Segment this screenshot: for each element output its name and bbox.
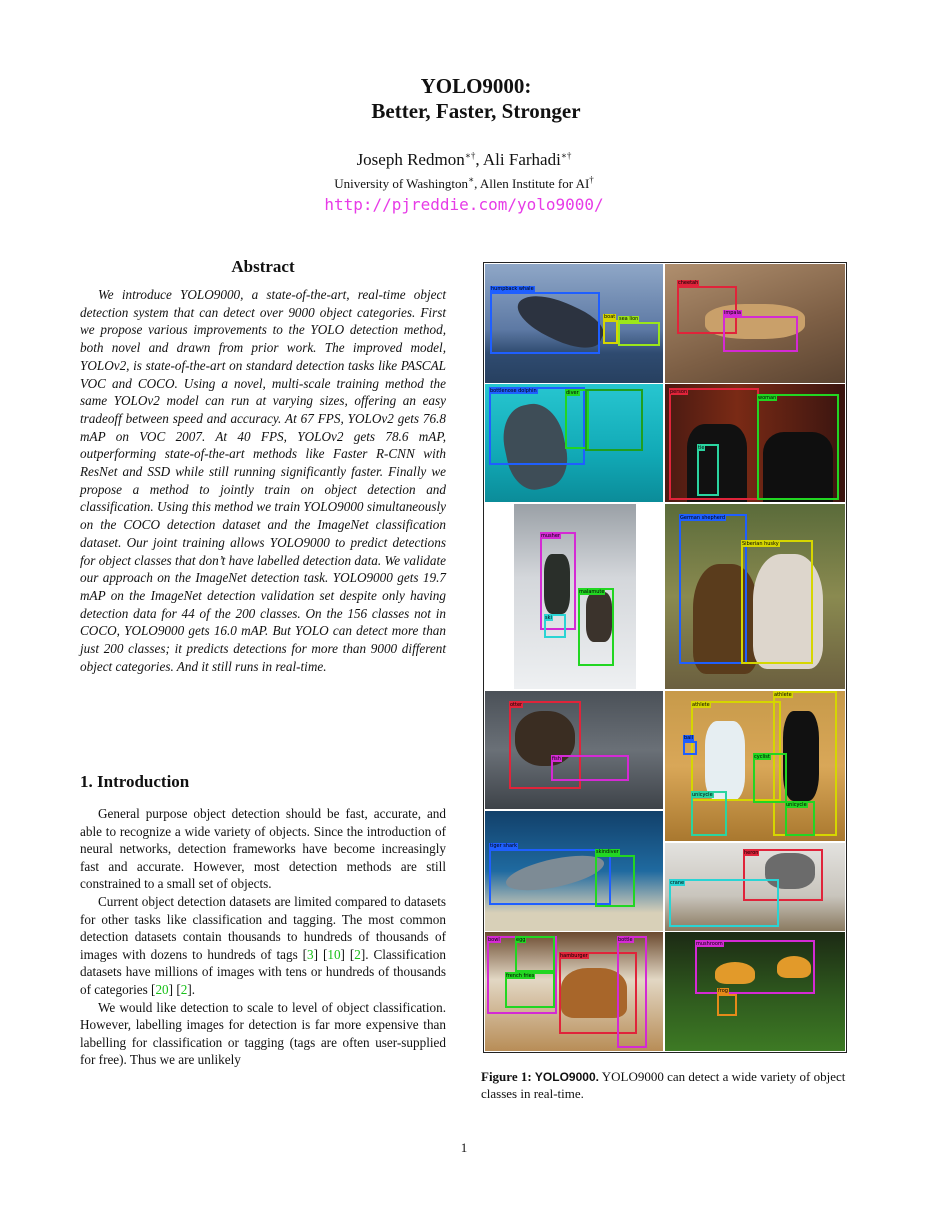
detection-label: humpback whale xyxy=(491,286,534,292)
detection-box xyxy=(691,791,727,836)
caption-bold: YOLO9000. xyxy=(534,1070,599,1084)
figure-caption xyxy=(481,1069,853,1102)
detection-label: sea lion xyxy=(619,316,639,322)
affiliation-1-mark: ∗ xyxy=(467,174,475,185)
citation-link[interactable]: 10 xyxy=(327,946,341,962)
detection-label: German shepherd xyxy=(680,515,726,521)
detection-label: otter xyxy=(510,702,523,708)
detection-box xyxy=(544,614,566,638)
detection-label: athlete xyxy=(774,692,792,698)
affiliations xyxy=(0,176,928,192)
affiliation-1: University of Washington xyxy=(334,176,468,191)
photo-dolphin xyxy=(485,384,663,502)
affiliation-2-mark: † xyxy=(589,174,594,185)
affiliation-2: Allen Institute for AI xyxy=(479,176,590,191)
photo-unicycle xyxy=(665,691,845,841)
citation-link[interactable]: 20 xyxy=(155,981,169,997)
detection-label: malamute xyxy=(579,589,605,595)
detection-label: frog xyxy=(718,988,728,994)
detection-label: crane xyxy=(670,880,685,886)
photo-food xyxy=(485,932,663,1051)
abstract-text: We introduce YOLO9000, a state-of-the-art, real-time object detection system that can detect over 9000 object categories. First we propose various improvements to the YOLO detection method, both novel and drawn from prior work. The improved model, YOLOv2, is state-of-the-art on standard detection tasks like PASCAL VOC and COCO. Using a novel, multi-scale training method the same YOLOv2 model can run at varying sizes, offering an easy tradeoff between speed and accuracy. At 67 FPS, YOLOv2 gets 76.8 mAP on VOC 2007. At 40 FPS, YOLOv2 gets 78.6 mAP, outperforming state-of-the-art methods like Faster R-CNN with ResNet and SSD while still running significantly faster. Finally we propose a method to jointly train on object detection and classification. Using this method we train YOLO9000 simultaneously on the COCO detection dataset and the ImageNet classification dataset. Our joint training allows YOLO9000 to predict detections for object classes that don’t have labelled detection data. We validate our approach on the ImageNet detection task. YOLO9000 gets 19.7 mAP on the ImageNet detection validation set despite only having detection data for 44 of the 200 classes. On the 156 classes not in COCO, YOLO9000 gets 16.0 mAP. But YOLO can detect more than just 200 classes; it predicts detections for more than 9000 different object categories. And it still runs in real-time. xyxy=(80,287,446,674)
author-2-mark: ∗† xyxy=(560,150,572,161)
detection-box xyxy=(505,972,555,1008)
detection-box xyxy=(695,940,815,994)
detection-label: hamburger xyxy=(560,953,588,959)
detection-box xyxy=(603,314,618,344)
detection-label: tie xyxy=(698,445,705,451)
photo-birds xyxy=(665,843,845,931)
intro-paragraph-1: General purpose object detection should be fast, accurate, and able to recognize a wide variety of objects. Since the introduction of neural networks, detection frameworks have become increasingly fast and accurate. However, most detection methods are still constrained to a small set of objects. xyxy=(80,806,446,892)
detection-label: cyclist xyxy=(754,754,770,760)
detection-box xyxy=(757,394,839,500)
detection-box xyxy=(785,801,815,836)
author-2: Ali Farhadi xyxy=(482,150,561,169)
detection-box xyxy=(717,988,737,1016)
photo-whale xyxy=(485,264,663,383)
detection-label: unicycle xyxy=(786,802,807,808)
detection-label: bowl xyxy=(488,937,500,943)
photo-musher xyxy=(514,504,636,689)
author-1-mark: ∗† xyxy=(464,150,476,161)
detection-label: ball xyxy=(684,735,694,741)
intro-p2-text-2: Classification datasets have millions of images with tens or hundreds of thousands of categories xyxy=(80,946,446,997)
detection-label: bottlenose dolphin xyxy=(490,388,537,394)
detection-box xyxy=(741,540,813,664)
detection-label: unicycle xyxy=(692,792,713,798)
detection-label: Siberian husky xyxy=(742,541,779,547)
author-1: Joseph Redmon xyxy=(356,150,465,169)
detection-label: tiger shark xyxy=(490,843,518,849)
title-line-1: YOLO9000: xyxy=(420,74,532,98)
detection-label: ski xyxy=(545,615,552,621)
detection-label: diver xyxy=(566,390,579,396)
photo-couple xyxy=(665,384,845,502)
intro-paragraph-3: We would like detection to scale to level of object classification. However, labelling images for detection is far more expensive than labelling for classification or tagging (tags are often user-supplied for free). Thus we are unlikely xyxy=(80,999,446,1068)
project-url-link[interactable]: http://pjreddie.com/yolo9000/ xyxy=(324,195,604,214)
citation-link[interactable]: 3 xyxy=(307,946,314,962)
caption-text: YOLO9000 can detect a wide variety of object classes in real-time. xyxy=(481,1069,846,1101)
detection-label: boat xyxy=(604,314,616,320)
author-separator: , xyxy=(475,150,483,169)
detection-label: woman xyxy=(758,395,777,401)
detection-label: french fries xyxy=(506,973,535,979)
introduction-heading: 1. Introduction xyxy=(80,772,190,791)
caption-label: Figure 1: xyxy=(481,1069,532,1084)
detection-box xyxy=(578,588,614,666)
detection-box xyxy=(679,514,747,664)
detection-label: skindiver xyxy=(596,849,619,855)
detection-label: bottle xyxy=(618,937,633,943)
detection-box xyxy=(697,444,719,496)
title-line-2: Better, Faster, Stronger xyxy=(371,99,581,123)
detection-box xyxy=(585,389,643,451)
detection-box xyxy=(753,753,787,803)
photo-mushrooms xyxy=(665,932,845,1051)
photo-otter xyxy=(485,691,663,809)
photo-shark xyxy=(485,811,663,931)
abstract-heading: Abstract xyxy=(231,257,295,276)
detection-box xyxy=(489,843,611,905)
detection-box xyxy=(723,310,798,352)
photo-cheetah xyxy=(665,264,845,383)
detection-box xyxy=(551,755,629,781)
detection-box xyxy=(490,286,600,354)
citation-link[interactable]: 2 xyxy=(354,946,361,962)
detection-box xyxy=(618,316,660,346)
introduction-body xyxy=(80,805,446,1069)
citation-link[interactable]: 2 xyxy=(180,981,188,997)
intro-paragraph-2: Current object detection datasets are limited compared to datasets for other tasks like classification and tagging. The most common detection datasets contain thousands to hundreds of thousands of images with dozens to hundreds of tags [3] [10] [2]. Classification datasets have millions of images with tens or hundreds of thousands of categories [20] [2]. xyxy=(80,893,446,997)
detection-label: heron xyxy=(744,850,759,856)
detection-label: person xyxy=(670,389,688,395)
detection-label: fish xyxy=(552,756,561,762)
detection-label: mushroom xyxy=(696,941,723,947)
detection-box xyxy=(683,735,697,755)
detection-label: egg xyxy=(516,937,526,943)
detection-label: musher xyxy=(541,533,560,539)
detection-label: athlete xyxy=(692,702,710,708)
intro-p2-text-1: Current object detection datasets are limited compared to datasets for other tasks like classification and tagging. The most common detection datasets contain thousands to hundreds of thousands of images with dozens to hundreds of tags xyxy=(80,893,446,962)
detection-label: impala xyxy=(724,310,741,316)
paper-title xyxy=(0,74,952,124)
photo-dogs xyxy=(665,504,845,689)
detection-box xyxy=(669,879,779,927)
page-number: 1 xyxy=(460,1140,468,1155)
detection-label: cheetah xyxy=(678,280,699,286)
figure-1-detections xyxy=(483,262,847,1053)
author-list xyxy=(0,150,928,170)
detection-box xyxy=(515,936,555,972)
affiliation-separator: , xyxy=(474,176,480,191)
detection-box xyxy=(617,936,647,1048)
detection-box xyxy=(595,849,635,907)
